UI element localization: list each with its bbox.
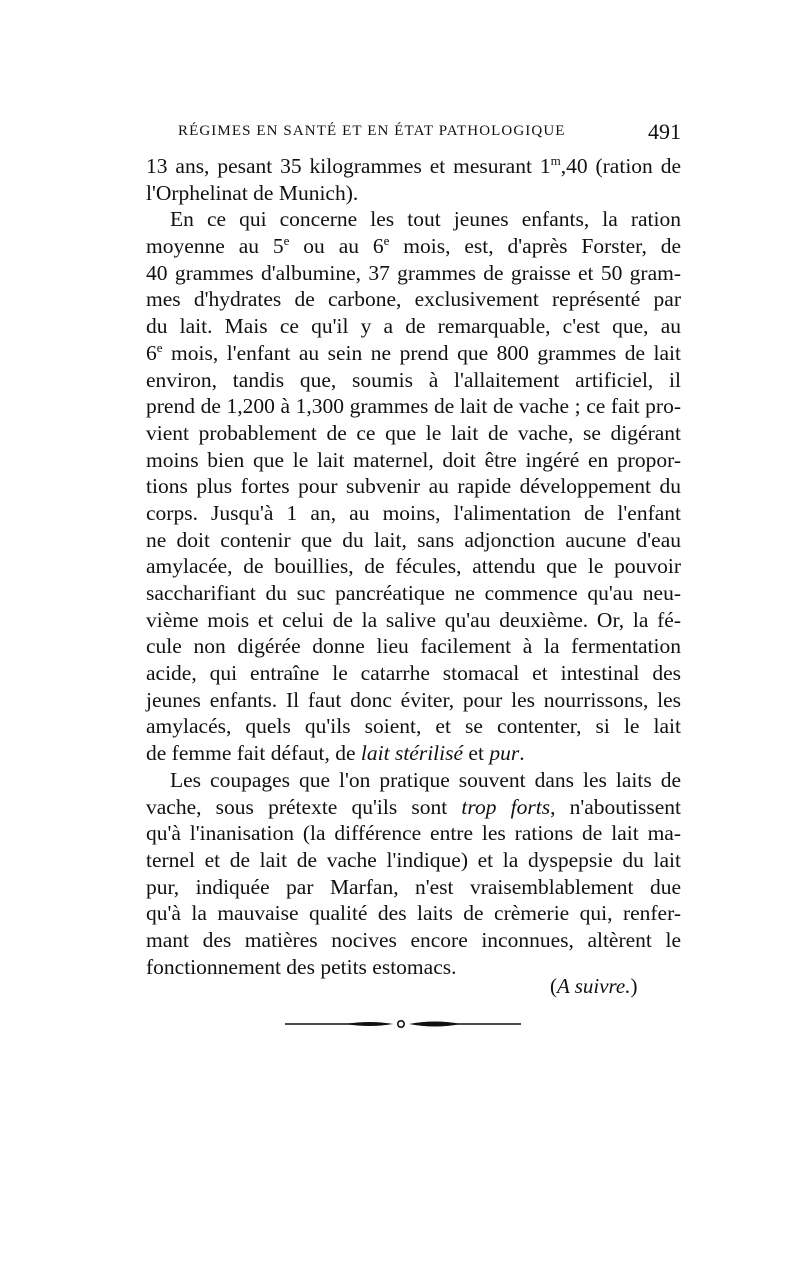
text-line-8: 6e mois, l'enfant au sein ne prend que 800 grammes de lait [146, 340, 681, 367]
text-line-25: vache, sous prétexte qu'ils sont trop forts, n'aboutissent [146, 794, 681, 819]
running-header [178, 119, 681, 143]
text-line-26: qu'à l'inanisation (la différence entre les rations de lait ma- [146, 821, 681, 846]
running-title: RÉGIMES EN SANTÉ ET EN ÉTAT PATHOLOGIQUE [178, 123, 566, 139]
superscript: e [156, 339, 163, 355]
text-line-15: ne doit contenir que du lait, sans adjonction aucune d'eau [146, 527, 681, 552]
text-line-3: En ce qui concerne les tout jeunes enfants, la ration [170, 207, 681, 232]
text-line-31: fonctionnement des petits estomacs. [146, 954, 457, 979]
text-line-22: amylacés, quels qu'ils soient, et se contenter, si le lait [146, 714, 681, 739]
italic-phrase: lait stérilisé [360, 741, 464, 766]
text-line-4: moyenne au 5e ou au 6e mois, est, d'après Forster, de [146, 233, 681, 260]
text-line-6: mes d'hydrates de carbone, exclusivement représenté par [146, 287, 681, 312]
text-line-18: vième mois et celui de la salive qu'au deuxième. Or, la fé- [146, 607, 681, 632]
text-line-1: 13 ans, pesant 35 kilogrammes et mesurant 1m,40 (ration de [146, 153, 681, 180]
text-line-17: saccharifiant du suc pancréatique ne commence qu'au neu- [146, 581, 681, 605]
text-line-21: jeunes enfants. Il faut donc éviter, pour les nourrissons, les [146, 687, 681, 712]
text-line-28: pur, indiquée par Marfan, n'est vraisemblablement due [146, 874, 681, 899]
text-line-19: cule non digérée donne lieu facilement à la fermentation [146, 634, 681, 659]
italic-phrase: trop forts [461, 794, 551, 819]
tail-piece-ornament [285, 1018, 521, 1030]
text-line-12: moins bien que le lait maternel, doit être ingéré en propor- [146, 447, 681, 472]
text-line-10: prend de 1,200 à 1,300 grammes de lait de vache ; ce fait pro- [146, 394, 681, 419]
text-line-16: amylacée, de bouillies, de fécules, attendu que le pouvoir [146, 554, 681, 579]
text-line-23: de femme fait défaut, de lait stérilisé et pur. [146, 741, 525, 766]
text-line-29: qu'à la mauvaise qualité des laits de crèmerie qui, renfer- [146, 901, 681, 926]
text-line-27: ternel et de lait de vache l'indique) et la dyspepsie du lait [146, 847, 681, 872]
superscript: e [283, 233, 290, 249]
text-line-14: corps. Jusqu'à 1 an, au moins, l'alimentation de l'enfant [146, 500, 681, 525]
text-line-7: du lait. Mais ce qu'il y a de remarquable, c'est que, au [146, 314, 681, 339]
text-line-2: l'Orphelinat de Munich). [146, 180, 359, 205]
text-line-11: vient probablement de ce que le lait de vache, se digérant [146, 420, 681, 445]
closing-text: A suivre. [557, 974, 631, 998]
text-line-30: mant des matières nocives encore inconnues, altèrent le [146, 927, 681, 952]
text-line-9: environ, tandis que, soumis à l'allaitement artificiel, il [146, 367, 681, 392]
text-line-24: Les coupages que l'on pratique souvent dans les laits de [170, 767, 681, 792]
superscript: m [550, 153, 561, 168]
superscript: e [383, 233, 390, 249]
text-line-5: 40 grammes d'albumine, 37 grammes de graisse et 50 gram- [146, 260, 681, 285]
text-line-13: tions plus fortes pour subvenir au rapide développement du [146, 474, 681, 499]
closing-note: (A suivre.) [550, 974, 638, 998]
italic-phrase: pur [489, 741, 520, 766]
text-line-20: acide, qui entraîne le catarrhe stomacal et intestinal des [146, 661, 681, 686]
page-number: 491 [648, 119, 681, 144]
body-text [146, 153, 681, 980]
